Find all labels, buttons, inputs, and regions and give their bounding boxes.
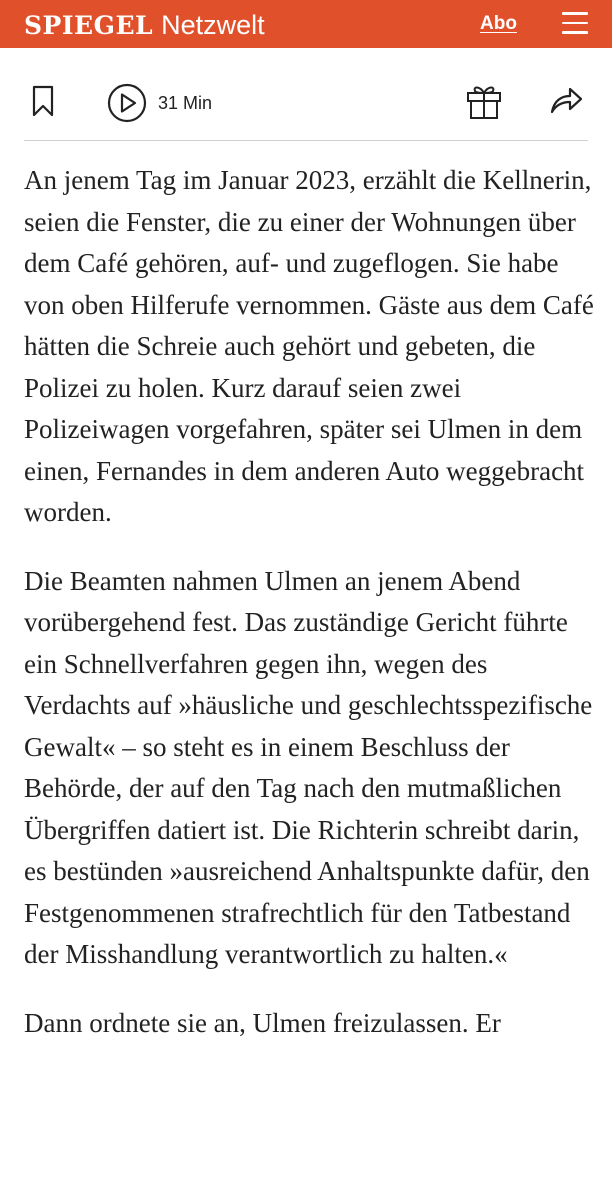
share-icon[interactable] — [549, 85, 583, 115]
audio-duration[interactable]: 31 Min — [158, 93, 213, 113]
play-icon[interactable] — [107, 83, 147, 123]
section-name: Netzwelt — [161, 10, 265, 40]
gift-icon[interactable] — [466, 82, 502, 120]
article-paragraph: An jenem Tag im Januar 2023, erzählt die Kellnerin, seien die Fenster, die zu einer der Wohnungen über dem Café gehören, auf- und zugeflogen. Sie habe von oben Hilferufe vernommen. Gäste aus dem Café hätten die Schreie auch gehört und gebeten, die Polizei zu holen. Kurz darauf seien zwei Polizeiwagen vorgefahren, später sei Ulmen in dem einen, Fernandes in dem anderen Auto weggebracht worden. — [24, 165, 594, 527]
hamburger-menu-icon[interactable] — [562, 12, 588, 34]
article-paragraph: Die Beamten nahmen Ulmen an jenem Abend vorübergehend fest. Das zuständige Gericht führte ein Schnellverfahren gegen ihn, wegen des Verdachts auf »häusliche und geschlechtsspezifische Gewalt« – so steht es in einem Beschluss der Behörde, der auf den Tag nach den mutmaßlichen Übergriffen datiert ist. Die Richterin schreibt darin, es bestünden »ausreichend Anhaltspunkte dafür, den Festgenommenen strafrechtlich für den Tatbestand der Misshandlung verantwortlich zu halten.« — [24, 565, 593, 969]
spiegel-wordmark: SPIEGEL — [24, 11, 154, 40]
abo-link[interactable]: Abo — [480, 13, 517, 34]
site-logo[interactable] — [24, 9, 265, 42]
article-paragraph: Dann ordnete sie an, Ulmen freizulassen. Er — [24, 1007, 501, 1038]
article-body — [24, 160, 594, 1071]
top-navigation-bar — [0, 0, 612, 48]
bookmark-icon[interactable] — [32, 85, 54, 117]
article-toolbar — [24, 48, 588, 141]
